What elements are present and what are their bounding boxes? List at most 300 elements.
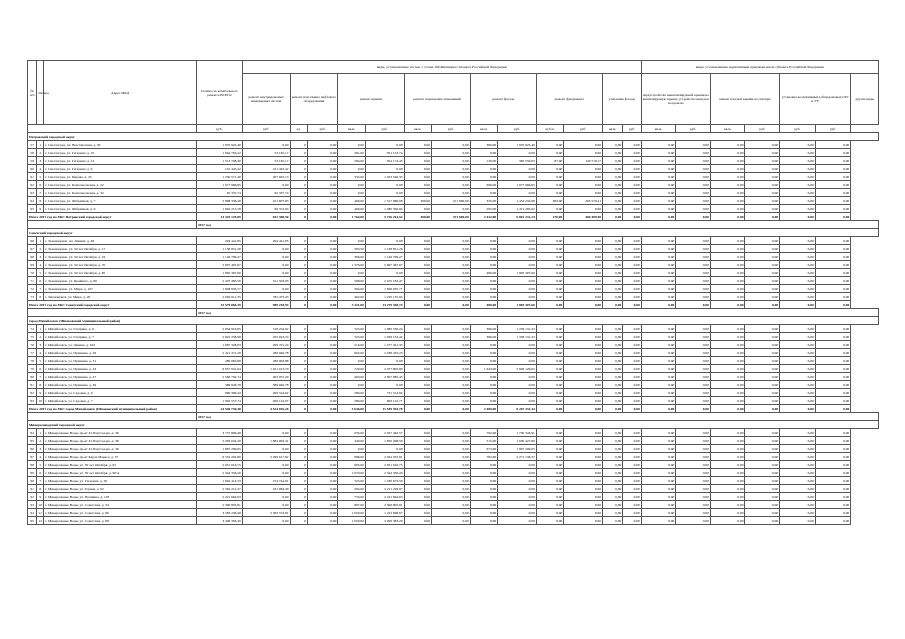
row-value: 0,00 <box>780 253 816 261</box>
row-number: 86 <box>28 445 37 453</box>
unit-cell: руб. <box>242 125 290 133</box>
row-value: 280,00 <box>338 397 365 405</box>
row-value: 0,00 <box>815 429 851 437</box>
row-value: 0 <box>290 493 307 501</box>
table-row <box>28 141 879 149</box>
row-value: 0,00 <box>404 293 431 301</box>
row-value: 0,00 <box>242 501 290 509</box>
row-value: 0,00 <box>780 245 816 253</box>
unit-cell: руб. <box>623 125 641 133</box>
row-value: 0,00 <box>470 373 497 381</box>
row-value: 792,00 <box>470 429 497 437</box>
row-value: 0,00 <box>470 517 497 525</box>
total-label: Итого 2017 год по МО: Петровский городской округ <box>28 213 197 221</box>
total-value: 14 279 358,74 <box>365 301 404 309</box>
row-value: 0,00 <box>745 485 780 493</box>
row-value: 0,00 <box>780 389 816 397</box>
row-value: 0,00 <box>365 181 404 189</box>
row-number: 84 <box>28 429 37 437</box>
row-value: 0,00 <box>602 397 622 405</box>
unit-cell: кв.м. <box>404 125 431 133</box>
row-value: 0,00 <box>365 141 404 149</box>
row-value: 0,00 <box>498 517 537 525</box>
row-value: 0,00 <box>623 245 641 253</box>
unit-cell: кв.м. <box>602 125 622 133</box>
row-value: 0,00 <box>815 373 851 381</box>
row-value: 0,00 <box>602 349 622 357</box>
row-value: 1 146 709,27 <box>365 253 404 261</box>
row-address: г. Светлоград, ул. Гагарина, д. 12 <box>44 157 197 165</box>
total-value: 5 726 261,52 <box>365 213 404 221</box>
row-value: 0,00 <box>404 517 431 525</box>
row-value: 1 805 307,60 <box>498 269 537 277</box>
header-no: № п/п <box>28 61 37 125</box>
row-value: 0,00 <box>431 285 470 293</box>
row-value: 0,00 <box>641 189 676 197</box>
row-number: 68 <box>28 253 37 261</box>
row-value: 0,00 <box>564 293 603 301</box>
row-value: 389 946,78 <box>196 381 242 389</box>
row-value: 0,00 <box>404 245 431 253</box>
row-value: 216,00 <box>338 341 365 349</box>
row-value: 0,00 <box>404 333 431 341</box>
table-row <box>28 373 879 381</box>
row-value: 0,00 <box>623 437 641 445</box>
row-value: 0,00 <box>623 261 641 269</box>
row-value: 0,00 <box>242 429 290 437</box>
total-value: 0 <box>290 213 307 221</box>
row-value: 0 <box>290 501 307 509</box>
row-value: 0,00 <box>815 357 851 365</box>
row-value: 0,00 <box>431 461 470 469</box>
row-literal: 1 <box>37 141 44 149</box>
row-value: 0,00 <box>602 493 622 501</box>
total-value: 14 325 129,89 <box>196 213 242 221</box>
row-value: 0,00 <box>404 277 431 285</box>
row-value: 0,00 <box>307 149 338 157</box>
row-address: г. Зеленокумск, ул. 50 лет Октября, д. 19 <box>44 253 197 261</box>
row-value: 0,00 <box>404 341 431 349</box>
total-value: 0,00 <box>602 301 622 309</box>
row-number: 82 <box>28 389 37 397</box>
row-value: 0,00 <box>307 141 338 149</box>
row-value: 1 338 131,33 <box>498 333 537 341</box>
row-value: 389 946,78 <box>242 381 290 389</box>
row-value: 0,00 <box>431 397 470 405</box>
row-value: 0,00 <box>745 197 780 205</box>
row-literal: 8 <box>37 293 44 301</box>
row-value: 53 165,17 <box>242 157 290 165</box>
row-value: 0,00 <box>815 237 851 245</box>
row-value: 406,00 <box>338 205 365 213</box>
row-value: 0,00 <box>307 501 338 509</box>
total-value: 0 <box>290 405 307 413</box>
row-value: 0,00 <box>641 357 676 365</box>
row-value: 0,00 <box>815 477 851 485</box>
row-value: 1 867 209,05 <box>498 445 537 453</box>
row-value: 0,00 <box>602 277 622 285</box>
row-address: г. Минеральные Воды, ул. Гагарина, д. 50 <box>44 477 197 485</box>
row-number: 95 <box>28 517 37 525</box>
table-row <box>28 397 879 405</box>
row-value: 605,00 <box>338 461 365 469</box>
row-value: 0,00 <box>307 469 338 477</box>
row-value: 0,00 <box>676 261 711 269</box>
row-value: 0,00 <box>623 381 641 389</box>
row-value: 0,00 <box>641 157 676 165</box>
total-value: 0,00 <box>404 301 431 309</box>
row-number: 60 <box>28 165 37 173</box>
row-value: 0,00 <box>431 437 470 445</box>
row-value: 0,00 <box>676 197 711 205</box>
row-value: 1 092 557,74 <box>196 397 242 405</box>
row-value: 204 441,85 <box>242 237 290 245</box>
row-value: 1 870 925,46 <box>196 141 242 149</box>
row-value: 2 038 435,23 <box>365 349 404 357</box>
row-value: 0,00 <box>641 293 676 301</box>
row-value: 0,00 <box>815 381 851 389</box>
row-value: 673,00 <box>470 445 497 453</box>
row-value: 0,00 <box>431 429 470 437</box>
row-value: 0,00 <box>641 285 676 293</box>
row-address: г. Зеленокумск, ул. 50 лет Октября, д. 85 <box>44 269 197 277</box>
row-value: 0,00 <box>431 237 470 245</box>
row-value: 5 697 467,67 <box>196 261 242 269</box>
row-literal: 4 <box>37 261 44 269</box>
row-value: 0,00 <box>431 189 470 197</box>
row-value: 0,00 <box>676 245 711 253</box>
row-value: 0 <box>290 293 307 301</box>
row-number: 65 <box>28 205 37 213</box>
row-value: 0,00 <box>815 141 851 149</box>
row-value: 0,00 <box>641 181 676 189</box>
row-value: 209 701,24 <box>242 341 290 349</box>
unit-cell: руб. <box>196 125 242 133</box>
row-value: 0,00 <box>564 509 603 517</box>
row-value: 0,00 <box>498 485 537 493</box>
row-value: 0,00 <box>470 461 497 469</box>
row-value: 2 269 617,82 <box>242 453 290 461</box>
row-value: 0,00 <box>676 373 711 381</box>
row-value: 0,00 <box>431 373 470 381</box>
row-value: 0,00 <box>745 501 780 509</box>
table-row <box>28 349 879 357</box>
row-value: 0,00 <box>498 501 537 509</box>
row-value: 0,00 <box>307 293 338 301</box>
row-value: 515,00 <box>470 437 497 445</box>
total-value: 0,00 <box>536 301 563 309</box>
row-value: 0,00 <box>676 357 711 365</box>
row-number: 63 <box>28 189 37 197</box>
row-value: 0,00 <box>564 445 603 453</box>
row-value: 635,00 <box>338 429 365 437</box>
row-value: 0,00 <box>498 293 537 301</box>
row-value: 0,00 <box>623 277 641 285</box>
row-value: 0,00 <box>338 381 365 389</box>
row-address: г. Минеральные Воды, ул. Советская, д. 86 <box>44 509 197 517</box>
row-value: 0,00 <box>536 373 563 381</box>
row-literal: 8 <box>37 197 44 205</box>
row-literal: 8 <box>37 381 44 389</box>
row-value: 0,00 <box>564 477 603 485</box>
year-label: 2017 год <box>196 221 878 229</box>
row-value: 0,00 <box>815 181 851 189</box>
row-value: 0,00 <box>676 157 711 165</box>
table-header <box>28 61 879 133</box>
row-value: 0,00 <box>710 477 745 485</box>
row-value: 0,00 <box>564 453 603 461</box>
row-value: 0,00 <box>780 357 816 365</box>
row-value: 0,00 <box>623 333 641 341</box>
row-number: 74 <box>28 325 37 333</box>
row-value: 284,00 <box>338 157 365 165</box>
row-address: г. Михайловск, ул. Пушкина, д. 29 <box>44 349 197 357</box>
row-value: 5 265 024,29 <box>196 437 242 445</box>
row-value: 0,00 <box>564 469 603 477</box>
row-value: 0,00 <box>307 325 338 333</box>
row-literal: 3 <box>37 445 44 453</box>
row-address: г. Михайловск, ул. Пушкина, д. 47 <box>44 373 197 381</box>
table-row <box>28 181 879 189</box>
row-value: 0,00 <box>404 349 431 357</box>
row-number: 76 <box>28 341 37 349</box>
table-row <box>28 197 879 205</box>
row-value: 0,00 <box>641 245 676 253</box>
row-value: 0,00 <box>536 205 563 213</box>
row-value: 0,00 <box>338 141 365 149</box>
row-number: 57 <box>28 141 37 149</box>
total-value: 0,00 <box>641 213 676 221</box>
row-value: 265 570,41 <box>564 197 603 205</box>
total-row <box>28 213 879 221</box>
table-row <box>28 453 879 461</box>
row-value: 0,00 <box>536 333 563 341</box>
row-value: 0,00 <box>710 333 745 341</box>
row-number: 91 <box>28 485 37 493</box>
row-value: 0,00 <box>641 325 676 333</box>
row-value: 0,00 <box>564 325 603 333</box>
row-value: 0,00 <box>470 389 497 397</box>
row-literal: 11 <box>38 510 42 515</box>
row-value: 0,00 <box>710 437 745 445</box>
row-value: 0,00 <box>536 237 563 245</box>
row-value: 0,00 <box>641 477 676 485</box>
row-value: 0,00 <box>498 389 537 397</box>
row-address: г. Зеленокумск, ул. Крайнего, д. 60 <box>44 277 197 285</box>
total-value: 0,00 <box>641 301 676 309</box>
row-value: 0,00 <box>710 141 745 149</box>
row-value: 0,00 <box>602 381 622 389</box>
row-value: 0,00 <box>676 437 711 445</box>
row-value: 0,00 <box>641 429 676 437</box>
row-value: 0,00 <box>780 205 816 213</box>
row-value: 0,00 <box>307 197 338 205</box>
row-value: 0,00 <box>404 205 431 213</box>
row-value: 0,00 <box>498 381 537 389</box>
row-value: 0,00 <box>365 237 404 245</box>
row-value: 5 808 338,49 <box>196 197 242 205</box>
row-value: 0,00 <box>641 173 676 181</box>
row-value: 403 957,29 <box>242 373 290 381</box>
unit-cell: руб. <box>498 125 537 133</box>
row-value: 0,00 <box>242 245 290 253</box>
table-row <box>28 485 879 493</box>
row-value: 0,00 <box>404 365 431 373</box>
row-value: 0,00 <box>676 501 711 509</box>
row-value: 0,00 <box>307 429 338 437</box>
row-value: 0,00 <box>431 469 470 477</box>
row-value: 1 050,00 <box>338 517 365 525</box>
total-value: 480,00 <box>470 301 497 309</box>
row-value: 0,00 <box>564 189 603 197</box>
row-value: 281,00 <box>338 149 365 157</box>
row-value: 0,00 <box>470 485 497 493</box>
row-value: 693 122,77 <box>365 397 404 405</box>
row-value: 0,00 <box>710 461 745 469</box>
row-value: 386,00 <box>470 333 497 341</box>
row-value: 0,00 <box>431 477 470 485</box>
row-literal: 9 <box>37 389 44 397</box>
row-value: 0,00 <box>536 285 563 293</box>
total-value: 651 308,50 <box>242 213 290 221</box>
row-value: 0,00 <box>745 149 780 157</box>
row-value: 0,00 <box>676 181 711 189</box>
total-value: 1 805 307,60 <box>498 301 537 309</box>
row-value: 0,00 <box>536 293 563 301</box>
row-value: 0,00 <box>404 373 431 381</box>
row-value: 0 <box>290 349 307 357</box>
row-value: 0,00 <box>780 149 816 157</box>
row-address: г. Зеленокумск, ул. 50 лет Октября, д. 17 <box>44 245 197 253</box>
row-value: 0,00 <box>564 373 603 381</box>
row-value: 0,00 <box>780 365 816 373</box>
row-value: 0,00 <box>623 397 641 405</box>
header-sub: установка коллективных (общедомовых) ПУ и УУ <box>780 74 851 125</box>
row-literal: 1 <box>37 325 44 333</box>
row-address: г. Минеральные Воды, ул. Горная, д. 62 <box>44 485 197 493</box>
row-value: 0,00 <box>307 165 338 173</box>
row-value: 0,00 <box>536 429 563 437</box>
row-value: 181 984,30 <box>242 485 290 493</box>
row-number: 77 <box>28 349 37 357</box>
row-value: 0,00 <box>710 285 745 293</box>
total-value: 6 801 231,24 <box>498 213 537 221</box>
group-header-row <box>28 229 879 237</box>
row-value: 0,00 <box>780 461 816 469</box>
row-value: 1 454 232,98 <box>498 197 537 205</box>
row-value: 0 <box>290 189 307 197</box>
row-value: 130,00 <box>470 157 497 165</box>
row-value: 0,00 <box>564 493 603 501</box>
unit-cell: руб. <box>815 125 851 133</box>
row-value: 0,00 <box>307 493 338 501</box>
row-value: 0,00 <box>676 477 711 485</box>
total-value: 0,00 <box>815 405 851 413</box>
total-value: 471 669,00 <box>431 213 470 221</box>
row-literal: 6 <box>37 365 44 373</box>
row-value: 0,00 <box>815 501 851 509</box>
row-value: 0,00 <box>404 261 431 269</box>
table-row <box>28 245 879 253</box>
row-value: 887,00 <box>338 501 365 509</box>
row-value: 0,00 <box>623 189 641 197</box>
total-value: 15 579 084,39 <box>196 301 242 309</box>
row-value: 0,00 <box>815 157 851 165</box>
row-value: 0 <box>290 253 307 261</box>
row-value: 0,00 <box>780 517 816 525</box>
total-value: 0,00 <box>602 213 622 221</box>
table-row <box>28 429 879 437</box>
row-value: 0,00 <box>498 373 537 381</box>
row-value: 383,00 <box>536 197 563 205</box>
row-value: 0,00 <box>815 285 851 293</box>
row-value: 0,00 <box>676 493 711 501</box>
row-literal: 5 <box>37 269 44 277</box>
row-value: 0,00 <box>641 445 676 453</box>
row-value: 3 206 383,20 <box>365 517 404 525</box>
row-value: 1 138 851,26 <box>365 245 404 253</box>
row-value: 0,00 <box>745 365 780 373</box>
total-value: 0,00 <box>536 405 563 413</box>
row-value: 0,00 <box>745 165 780 173</box>
row-value: 0,00 <box>815 485 851 493</box>
units-spacer <box>28 125 197 133</box>
row-value: 0,00 <box>404 477 431 485</box>
group-header-row <box>28 421 879 429</box>
total-value: 0,00 <box>307 301 338 309</box>
row-address: г. Михайловск, ул. Пушкина, д. 31 <box>44 357 197 365</box>
year-row <box>28 413 879 421</box>
row-value: 0,00 <box>307 173 338 181</box>
row-value: 0,00 <box>564 461 603 469</box>
row-value: 0,00 <box>710 341 745 349</box>
row-value: 0,00 <box>710 501 745 509</box>
row-value: 0,00 <box>710 357 745 365</box>
header-sub: ремонт крыши <box>338 74 404 125</box>
row-value: 0 <box>290 261 307 269</box>
row-value: 0 <box>290 365 307 373</box>
row-value: 0,00 <box>498 285 537 293</box>
row-value: 0,00 <box>536 365 563 373</box>
table-body <box>28 133 879 525</box>
row-value: 1 220 135,94 <box>365 293 404 301</box>
table-row <box>28 493 879 501</box>
row-value: 0,00 <box>602 453 622 461</box>
row-value: 0,00 <box>404 149 431 157</box>
row-value: 954 174,43 <box>365 157 404 165</box>
row-value: 0,00 <box>815 261 851 269</box>
row-value: 0,00 <box>536 261 563 269</box>
row-value: 0,00 <box>404 381 431 389</box>
row-value: 0,00 <box>641 341 676 349</box>
total-value: 989 218,93 <box>242 301 290 309</box>
row-literal: 4 <box>37 165 44 173</box>
row-literal: 6 <box>37 277 44 285</box>
row-value: 0,00 <box>498 349 537 357</box>
row-value: 0,00 <box>602 485 622 493</box>
row-value: 0,00 <box>307 269 338 277</box>
row-value: 0,00 <box>536 245 563 253</box>
row-value: 0,00 <box>641 277 676 285</box>
row-literal: 4 <box>37 349 44 357</box>
row-value: 0,00 <box>536 269 563 277</box>
row-value: 0,00 <box>623 325 641 333</box>
row-value: 0,00 <box>564 485 603 493</box>
row-literal: 7 <box>37 477 44 485</box>
row-value: 1 805 307,60 <box>196 269 242 277</box>
row-value: 0,00 <box>780 325 816 333</box>
total-value: 0,00 <box>745 405 780 413</box>
